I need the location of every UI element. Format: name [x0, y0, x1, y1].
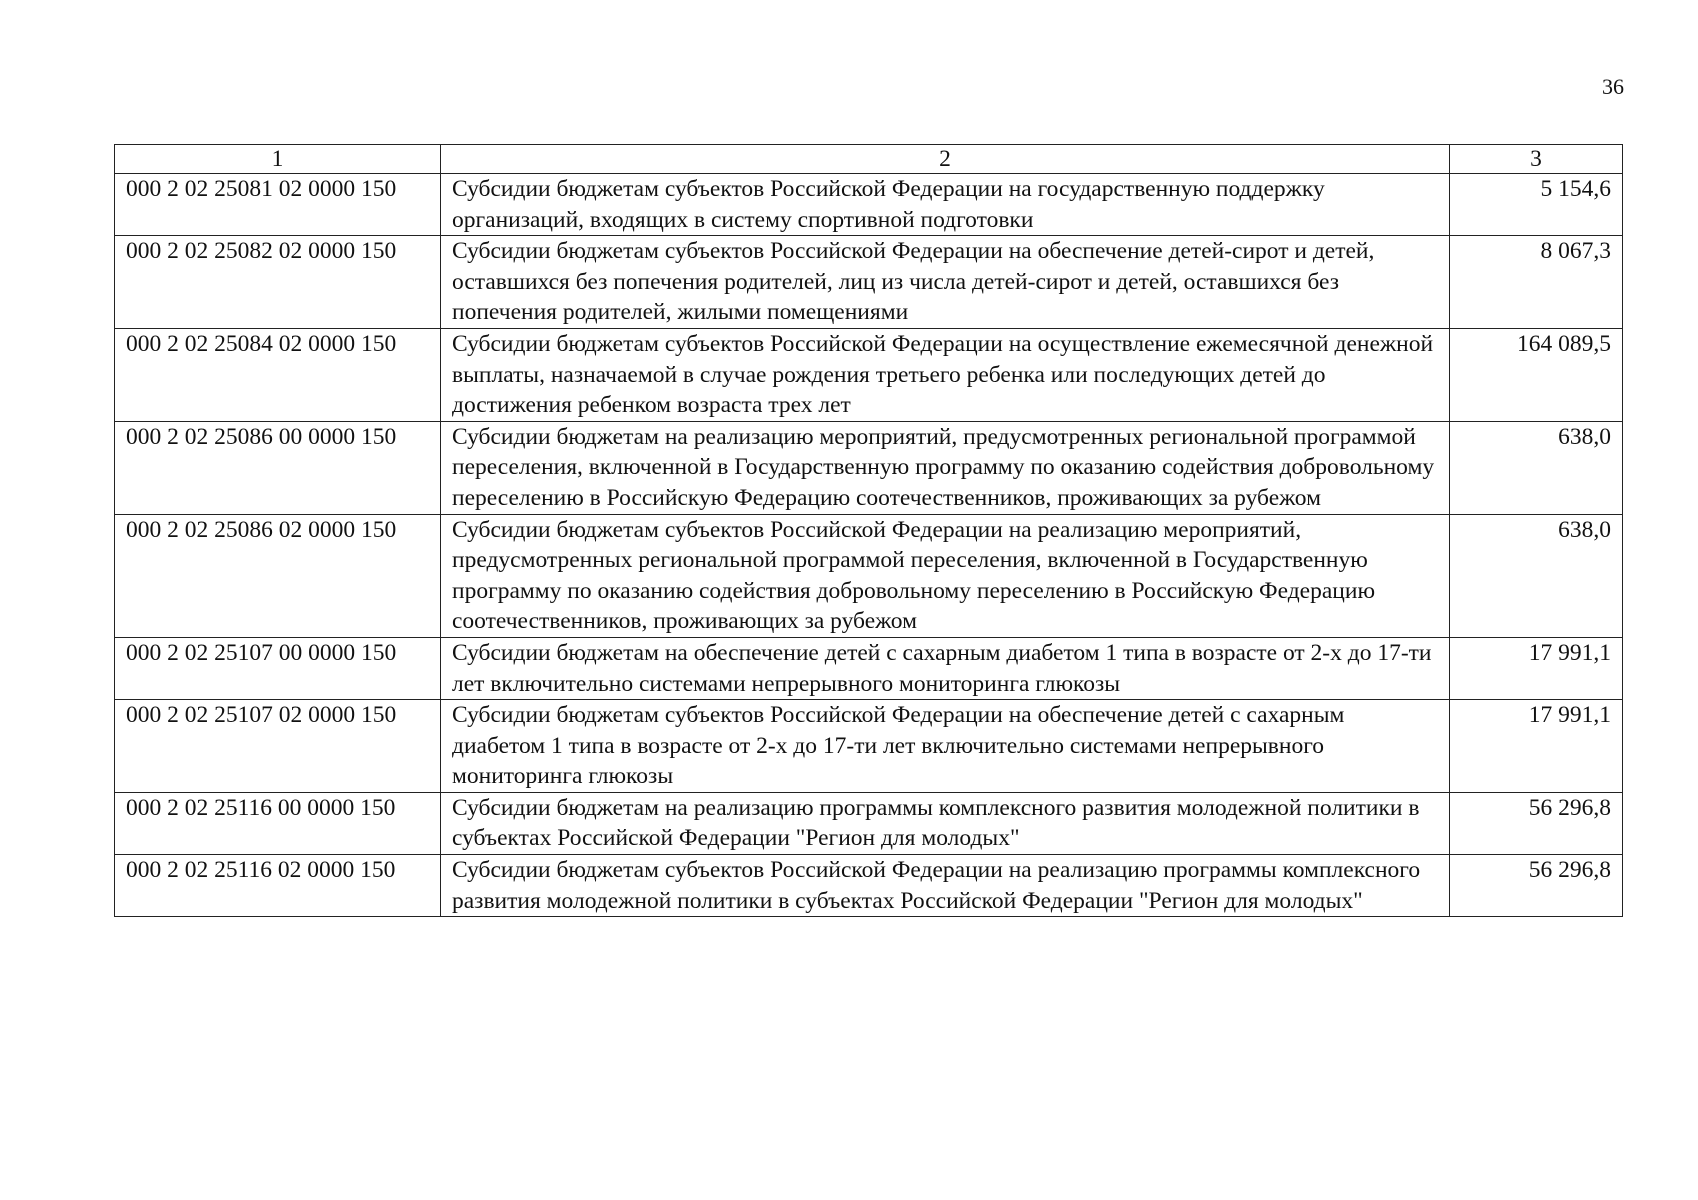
- column-header-code: 1: [115, 145, 441, 174]
- item-amount: 56 296,8: [1450, 855, 1623, 917]
- budget-code: 000 2 02 25082 02 0000 150: [115, 236, 441, 329]
- budget-code: 000 2 02 25086 00 0000 150: [115, 421, 441, 514]
- budget-code: 000 2 02 25107 02 0000 150: [115, 700, 441, 793]
- budget-code: 000 2 02 25107 00 0000 150: [115, 637, 441, 699]
- item-amount: 5 154,6: [1450, 174, 1623, 236]
- item-amount: 17 991,1: [1450, 637, 1623, 699]
- column-header-description: 2: [441, 145, 1450, 174]
- table-row: [115, 700, 1623, 793]
- item-amount: 638,0: [1450, 514, 1623, 637]
- item-amount: 56 296,8: [1450, 792, 1623, 854]
- item-description: Субсидии бюджетам на реализацию программы комплексного развития молодежной политики в субъектах Российской Федерации "Регион для молодых": [441, 792, 1450, 854]
- item-description: Субсидии бюджетам субъектов Российской Федерации на реализацию программы комплексного развития молодежной политики в субъектах Российской Федерации "Регион для молодых": [441, 855, 1450, 917]
- item-amount: 8 067,3: [1450, 236, 1623, 329]
- table-row: [115, 637, 1623, 699]
- item-description: Субсидии бюджетам субъектов Российской Федерации на реализацию мероприятий, предусмотренных региональной программой переселения, включенной в Государственную программу по оказанию содействия добровольному переселению в Российскую Федерацию соотечественников, проживающих за рубежом: [441, 514, 1450, 637]
- table-row: [115, 174, 1623, 236]
- item-amount: 164 089,5: [1450, 328, 1623, 421]
- item-amount: 17 991,1: [1450, 700, 1623, 793]
- table-row: [115, 514, 1623, 637]
- table-row: [115, 855, 1623, 917]
- table-row: [115, 236, 1623, 329]
- page-number: 36: [1602, 74, 1624, 99]
- item-description: Субсидии бюджетам субъектов Российской Федерации на государственную поддержку организаций, входящих в систему спортивной подготовки: [441, 174, 1450, 236]
- item-description: Субсидии бюджетам субъектов Российской Федерации на обеспечение детей с сахарным диабетом 1 типа в возрасте от 2-х до 17-ти лет включительно системами непрерывного мониторинга глюкозы: [441, 700, 1450, 793]
- budget-revenue-table: [114, 144, 1623, 917]
- table-row: [115, 792, 1623, 854]
- column-header-amount: 3: [1450, 145, 1623, 174]
- item-amount: 638,0: [1450, 421, 1623, 514]
- table-row: [115, 328, 1623, 421]
- item-description: Субсидии бюджетам субъектов Российской Федерации на обеспечение детей-сирот и детей, оставшихся без попечения родителей, лиц из числа детей-сирот и детей, оставшихся без попечения родителей, жилыми помещениями: [441, 236, 1450, 329]
- table-row: [115, 421, 1623, 514]
- budget-code: 000 2 02 25084 02 0000 150: [115, 328, 441, 421]
- item-description: Субсидии бюджетам субъектов Российской Федерации на осуществление ежемесячной денежной выплаты, назначаемой в случае рождения третьего ребенка или последующих детей до достижения ребенком возраста трех лет: [441, 328, 1450, 421]
- budget-code: 000 2 02 25081 02 0000 150: [115, 174, 441, 236]
- item-description: Субсидии бюджетам на реализацию мероприятий, предусмотренных региональной программой переселения, включенной в Государственную программу по оказанию содействия добровольному переселению в Российскую Федерацию соотечественников, проживающих за рубежом: [441, 421, 1450, 514]
- budget-code: 000 2 02 25116 00 0000 150: [115, 792, 441, 854]
- table-header-row: [115, 145, 1623, 174]
- budget-code: 000 2 02 25086 02 0000 150: [115, 514, 441, 637]
- budget-code: 000 2 02 25116 02 0000 150: [115, 855, 441, 917]
- item-description: Субсидии бюджетам на обеспечение детей с сахарным диабетом 1 типа в возрасте от 2-х до 17-ти лет включительно системами непрерывного мониторинга глюкозы: [441, 637, 1450, 699]
